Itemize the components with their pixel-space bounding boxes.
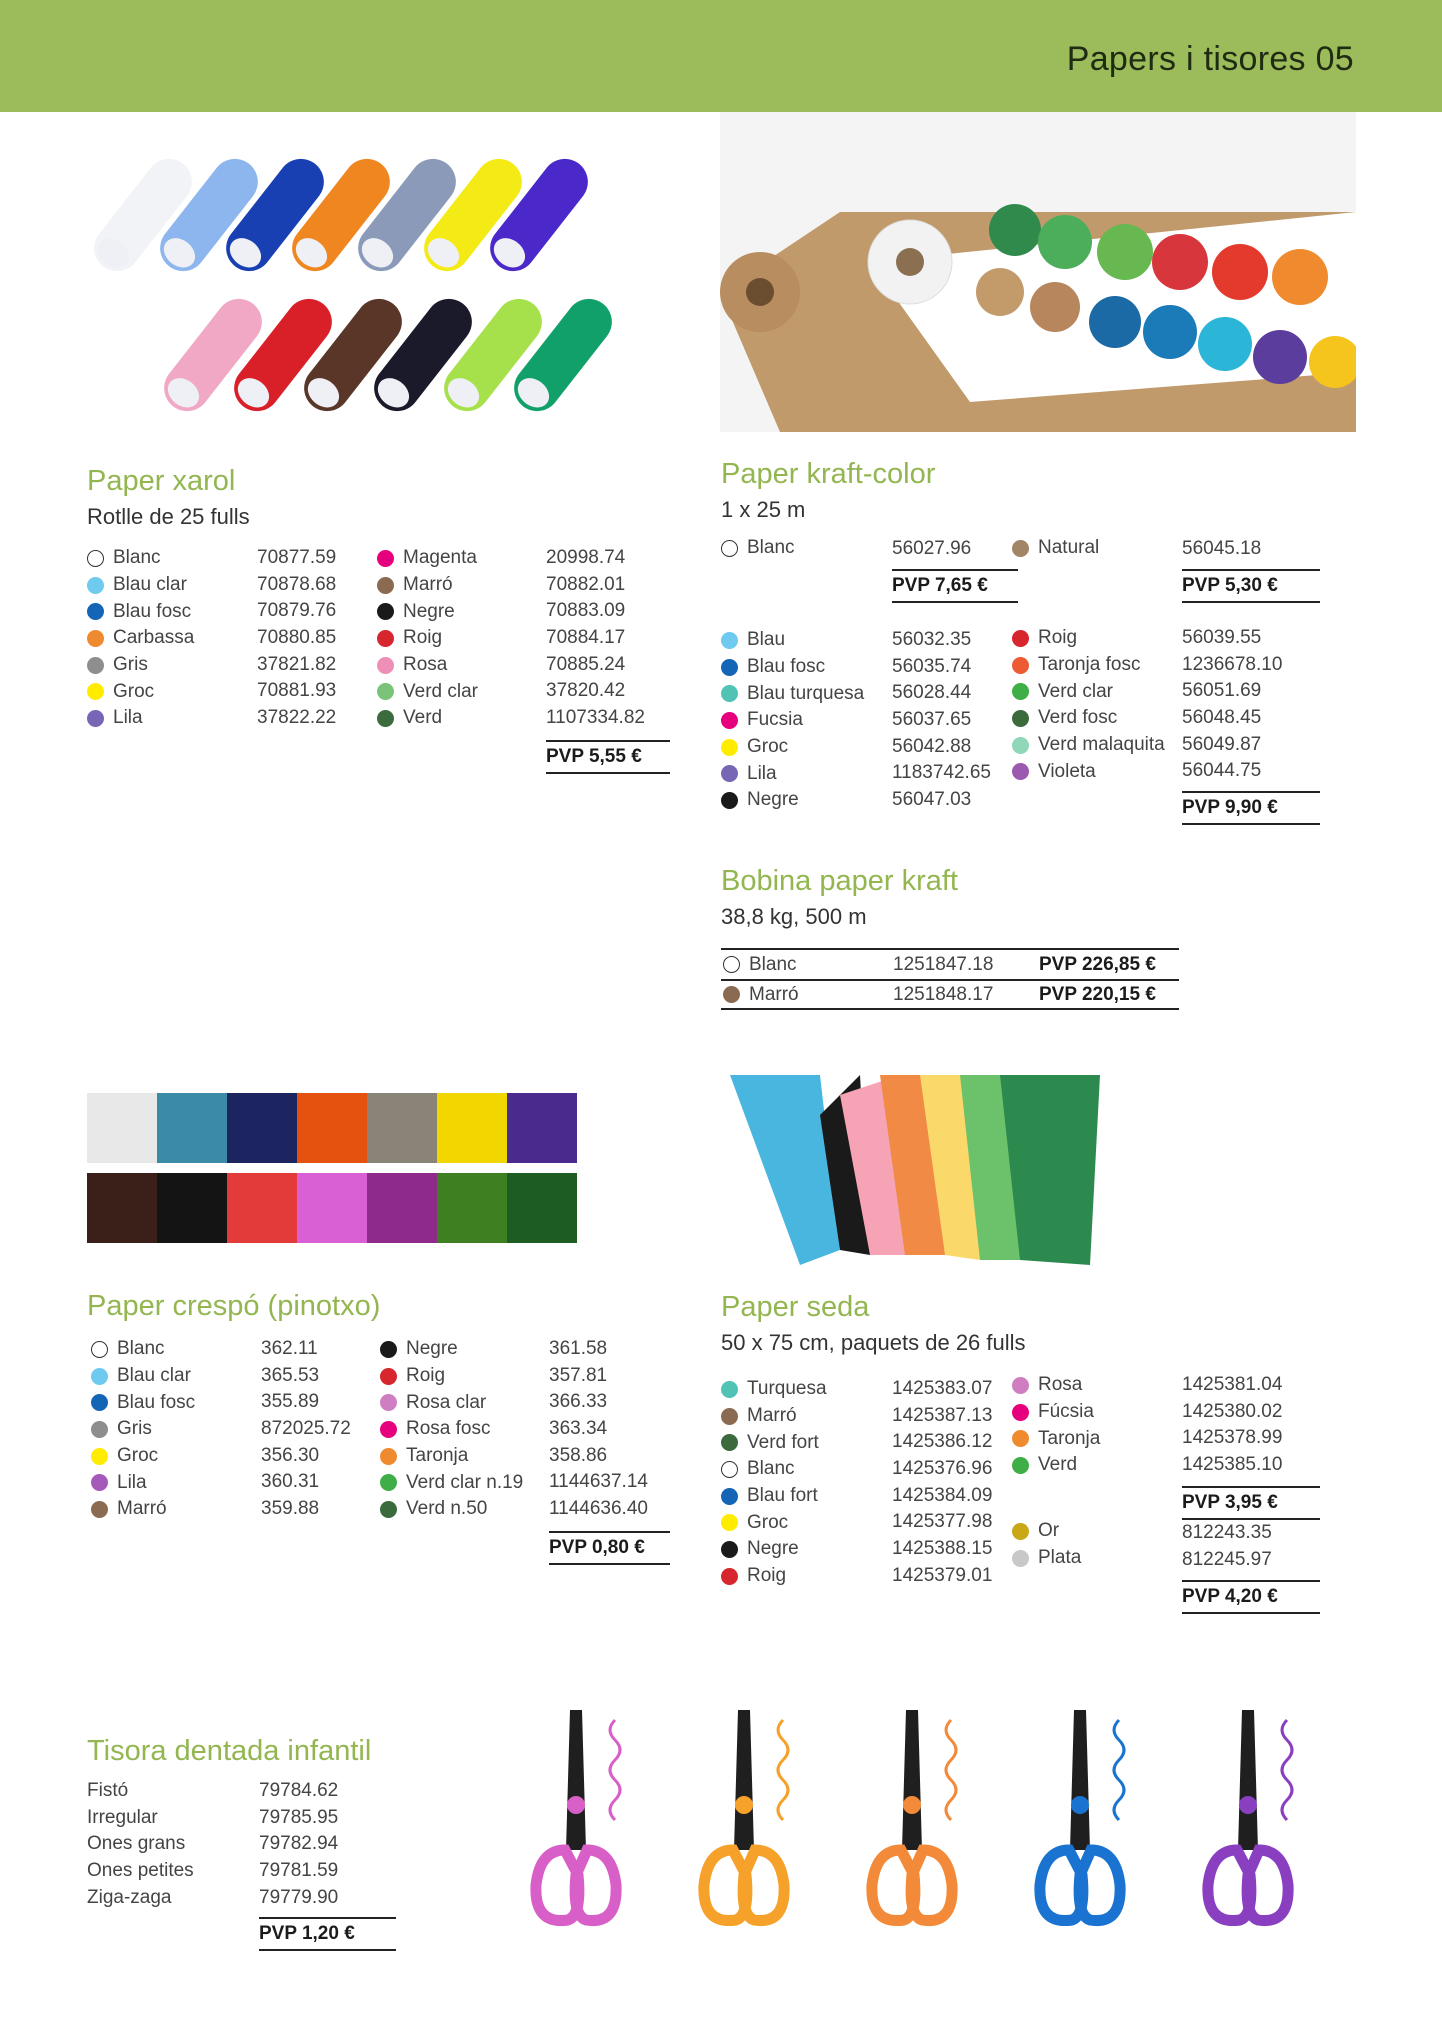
kraft-top-right — [1012, 535, 1099, 562]
kraft-codes-right — [1182, 625, 1282, 785]
seda-list-right — [1012, 1372, 1100, 1479]
product-code: 1425387.13 — [892, 1404, 993, 1426]
product-code: 56039.55 — [1182, 627, 1262, 648]
color-swatch — [1012, 1457, 1029, 1474]
crespo-list-right — [380, 1336, 523, 1523]
color-swatch — [377, 710, 394, 727]
page-header — [0, 0, 1442, 112]
list-item — [87, 705, 194, 732]
product-code: 70879.76 — [257, 600, 337, 622]
color-swatch — [721, 1541, 738, 1558]
product-code: 1425383.07 — [892, 1378, 993, 1399]
list-item — [721, 680, 864, 707]
list-item — [91, 1389, 195, 1416]
color-swatch — [721, 1408, 738, 1425]
list-item — [380, 1496, 523, 1523]
bobina-title: Bobina paper kraft — [721, 865, 958, 897]
xarol-codes-left — [257, 545, 336, 732]
color-swatch — [91, 1394, 108, 1411]
color-swatch — [721, 792, 738, 809]
kraft-list-left — [721, 627, 864, 814]
product-code: 1144636.40 — [549, 1498, 648, 1520]
product-code: 1183742.65 — [892, 762, 991, 784]
color-name: Fúcsia — [1038, 1401, 1094, 1423]
product-code: 70882.01 — [546, 573, 626, 595]
crespo-codes-left — [261, 1336, 351, 1523]
kraft-color-section — [721, 460, 935, 521]
color-swatch — [87, 710, 104, 727]
color-name: Turquesa — [747, 1378, 827, 1400]
color-swatch — [1012, 1377, 1029, 1394]
product-code: 1144637.14 — [549, 1471, 648, 1493]
product-code: 79781.59 — [259, 1860, 339, 1882]
crespo-list-left — [91, 1336, 195, 1523]
list-item — [721, 707, 864, 734]
color-swatch — [87, 577, 104, 594]
list-item — [721, 734, 864, 761]
color-name: Rosa fosc — [406, 1418, 491, 1440]
list-item — [1012, 1545, 1081, 1572]
product-code: 56032.35 — [892, 629, 972, 650]
product-code: 1425388.15 — [892, 1538, 993, 1560]
color-swatch — [721, 540, 738, 557]
kraft-top-left-price: PVP 7,65 € — [892, 569, 1018, 603]
list-item: Irregular — [87, 1806, 158, 1828]
color-name: Rosa clar — [406, 1391, 487, 1413]
seda-list-metal — [1012, 1518, 1081, 1571]
table-row: Marró 1251848.17 PVP 220,15 € — [721, 979, 1179, 1010]
product-code: 20998.74 — [546, 547, 626, 568]
list-item: Ziga-zaga — [87, 1886, 172, 1908]
product-code: 355.89 — [261, 1391, 320, 1413]
color-name: Lila — [747, 762, 777, 784]
product-code: 70880.85 — [257, 627, 337, 649]
product-code: 1236678.10 — [1182, 653, 1283, 675]
kraft-color-product-image — [720, 112, 1356, 432]
color-swatch — [1012, 1430, 1029, 1447]
product-code: 70881.93 — [257, 680, 337, 702]
list-item — [380, 1469, 523, 1496]
color-name: Negre — [403, 600, 455, 622]
crespo-section — [87, 1292, 380, 1321]
list-item: Natural — [1012, 535, 1099, 562]
xarol-list-left — [87, 545, 194, 732]
product-code: 1425381.04 — [1182, 1374, 1283, 1395]
color-name: Verd — [1038, 1454, 1078, 1476]
product-code: 358.86 — [549, 1444, 608, 1466]
product-code: 56047.03 — [892, 789, 972, 811]
list-item — [87, 625, 194, 652]
color-name: Taronja fosc — [1038, 654, 1141, 676]
product-code: 79784.62 — [259, 1780, 339, 1801]
list-item — [377, 652, 478, 679]
color-swatch — [377, 550, 394, 567]
xarol-product-image — [80, 150, 660, 440]
kraft-color-title: Paper kraft-color — [721, 458, 936, 490]
seda-codes-metal — [1182, 1520, 1272, 1573]
list-item — [91, 1336, 195, 1363]
list-item — [87, 572, 194, 599]
color-swatch — [721, 765, 738, 782]
list-item: Ones petites — [87, 1860, 194, 1882]
product-code: 70877.59 — [257, 547, 337, 568]
product-code: 362.11 — [261, 1338, 318, 1359]
list-item — [91, 1443, 195, 1470]
product-code: 79779.90 — [259, 1886, 339, 1908]
color-swatch — [1012, 1404, 1029, 1421]
list-item — [377, 678, 478, 705]
product-code: 70885.24 — [546, 653, 626, 675]
color-swatch — [87, 657, 104, 674]
color-name: Blau clar — [117, 1365, 191, 1387]
list-item — [721, 627, 864, 654]
product-code: 56028.44 — [892, 682, 972, 704]
color-name: Plata — [1038, 1547, 1082, 1569]
list-item — [91, 1469, 195, 1496]
color-swatch — [377, 683, 394, 700]
product-code: 1425386.12 — [892, 1431, 993, 1453]
product-code: 359.88 — [261, 1498, 320, 1520]
product-code: 37822.22 — [257, 707, 337, 729]
color-swatch — [380, 1421, 397, 1438]
color-swatch — [1012, 1523, 1029, 1540]
list-item — [721, 1483, 827, 1510]
product-code: 356.30 — [261, 1444, 320, 1466]
product-code: 812245.97 — [1182, 1548, 1272, 1570]
color-swatch — [91, 1474, 108, 1491]
color-name: Marró — [117, 1498, 167, 1520]
xarol-subtitle: Rotlle de 25 fulls — [87, 504, 250, 529]
list-item — [721, 1536, 827, 1563]
product-code: 79782.94 — [259, 1833, 339, 1855]
color-name: Violeta — [1038, 760, 1096, 782]
color-swatch — [723, 956, 740, 973]
list-item: Ones grans — [87, 1833, 186, 1855]
kraft-color-subtitle: 1 x 25 m — [721, 497, 806, 522]
color-name: Marró — [747, 1405, 797, 1427]
tisora-price: PVP 1,20 € — [259, 1917, 396, 1951]
kraft-top-right-code: 56045.18 — [1182, 538, 1262, 559]
kraft-color-price: PVP 9,90 € — [1182, 791, 1320, 825]
color-swatch — [91, 1501, 108, 1518]
color-swatch — [377, 657, 394, 674]
color-swatch — [1012, 1550, 1029, 1567]
color-name: Blanc — [117, 1338, 165, 1360]
product-code: 70883.09 — [546, 600, 626, 622]
color-swatch — [721, 632, 738, 649]
color-swatch — [1012, 630, 1029, 647]
color-name: Fucsia — [747, 709, 803, 731]
list-item — [380, 1416, 523, 1443]
seda-list-left — [721, 1376, 827, 1590]
color-swatch — [721, 1434, 738, 1451]
color-name: Magenta — [403, 547, 477, 569]
color-name: Blau fosc — [747, 656, 826, 678]
product-code: 1425380.02 — [1182, 1400, 1283, 1422]
product-code: 56037.65 — [892, 709, 972, 731]
product-code: 56042.88 — [892, 735, 972, 757]
color-swatch — [721, 659, 738, 676]
color-name: Verd n.50 — [406, 1498, 488, 1520]
seda-codes-right — [1182, 1372, 1282, 1479]
list-item — [1012, 1518, 1081, 1545]
color-swatch — [91, 1421, 108, 1438]
kraft-top-left-code: 56027.96 — [892, 538, 972, 559]
product-code: 1425379.01 — [892, 1564, 993, 1586]
list-item — [87, 545, 194, 572]
list-item — [1012, 652, 1165, 679]
color-name: Lila — [113, 707, 143, 729]
color-swatch — [91, 1448, 108, 1465]
color-swatch — [91, 1341, 108, 1358]
product-code: 37821.82 — [257, 653, 337, 675]
list-item — [380, 1443, 523, 1470]
product-code: 366.33 — [549, 1391, 608, 1413]
color-name: Gris — [117, 1418, 152, 1440]
color-name: Rosa — [403, 654, 448, 676]
color-name: Roig — [1038, 627, 1078, 649]
color-name: Or — [1038, 1520, 1060, 1542]
color-name: Roig — [747, 1565, 787, 1587]
color-swatch — [1012, 710, 1029, 727]
product-code: 812243.35 — [1182, 1522, 1272, 1543]
color-swatch — [380, 1394, 397, 1411]
color-name: Gris — [113, 654, 148, 676]
list-item — [377, 545, 478, 572]
list-item — [380, 1363, 523, 1390]
list-item — [721, 1429, 827, 1456]
color-swatch — [1012, 657, 1029, 674]
seda-codes-left — [892, 1376, 992, 1590]
color-swatch — [380, 1501, 397, 1518]
product-code: 1425385.10 — [1182, 1454, 1283, 1476]
list-item — [87, 678, 194, 705]
list-item — [377, 598, 478, 625]
color-name: Verd clar — [1038, 680, 1113, 702]
color-swatch — [380, 1448, 397, 1465]
list-item — [1012, 758, 1165, 785]
list-item — [91, 1496, 195, 1523]
color-name: Taronja — [406, 1445, 469, 1467]
color-name: Groc — [113, 680, 155, 702]
product-code: 365.53 — [261, 1364, 320, 1386]
tisora-codes — [259, 1778, 338, 1911]
list-item — [1012, 1452, 1100, 1479]
color-name: Marró — [403, 574, 453, 596]
list-item — [721, 1376, 827, 1403]
list-item — [91, 1363, 195, 1390]
color-swatch — [721, 739, 738, 756]
scissor-icon — [856, 1700, 976, 1940]
list-item — [87, 598, 194, 625]
list-item — [721, 760, 864, 787]
product-code: 70884.17 — [546, 627, 626, 649]
list-item — [1012, 1425, 1100, 1452]
xarol-section — [87, 467, 250, 528]
color-name: Lila — [117, 1471, 147, 1493]
seda-title: Paper seda — [721, 1291, 870, 1323]
color-swatch — [91, 1368, 108, 1385]
product-code: 1425378.99 — [1182, 1427, 1283, 1449]
product-code: 357.81 — [549, 1364, 608, 1386]
product-code: 56049.87 — [1182, 733, 1262, 755]
color-swatch — [380, 1341, 397, 1358]
product-code: 1425376.96 — [892, 1458, 993, 1480]
product-code: 56048.45 — [1182, 707, 1262, 729]
scissor-icon — [1024, 1700, 1144, 1940]
color-name: Verd clar n.19 — [406, 1471, 524, 1493]
bobina-subtitle: 38,8 kg, 500 m — [721, 904, 867, 929]
seda-price-2: PVP 4,20 € — [1182, 1580, 1320, 1614]
product-code: 1107334.82 — [546, 707, 645, 729]
list-item — [721, 1509, 827, 1536]
color-name: Carbassa — [113, 627, 195, 649]
color-name: Blau fosc — [113, 600, 192, 622]
color-name: Blau fort — [747, 1485, 818, 1507]
crespo-codes-right — [549, 1336, 648, 1523]
product-code: 360.31 — [261, 1471, 320, 1493]
scissor-icon — [520, 1700, 640, 1940]
kraft-list-right — [1012, 625, 1165, 785]
product-code: 70878.68 — [257, 573, 337, 595]
xarol-list-right — [377, 545, 478, 732]
color-swatch — [87, 683, 104, 700]
color-swatch — [87, 630, 104, 647]
seda-price-1: PVP 3,95 € — [1182, 1486, 1320, 1520]
list-item: Blanc — [721, 535, 795, 562]
kraft-top-left — [721, 535, 795, 562]
product-code: 56051.69 — [1182, 680, 1262, 702]
list-item — [721, 1403, 827, 1430]
tisora-title: Tisora dentada infantil — [87, 1735, 372, 1767]
color-name: Negre — [747, 789, 799, 811]
product-code: 1425384.09 — [892, 1484, 993, 1506]
xarol-codes-right — [546, 545, 645, 732]
color-swatch — [377, 630, 394, 647]
list-item — [377, 705, 478, 732]
color-swatch — [87, 603, 104, 620]
product-code: 56035.74 — [892, 655, 972, 677]
color-name: Verd clar — [403, 680, 478, 702]
color-swatch — [721, 1488, 738, 1505]
list-item — [87, 652, 194, 679]
color-swatch — [721, 1381, 738, 1398]
list-item — [721, 654, 864, 681]
list-item: Fistó — [87, 1780, 129, 1801]
color-name: Blau clar — [113, 574, 187, 596]
scissor-icon — [1192, 1700, 1312, 1940]
color-swatch — [721, 685, 738, 702]
list-item — [1012, 1399, 1100, 1426]
color-name: Blau — [747, 629, 786, 651]
product-code: 872025.72 — [261, 1418, 351, 1440]
list-item — [721, 1456, 827, 1483]
product-code: 56044.75 — [1182, 760, 1262, 782]
kraft-codes-left — [892, 627, 991, 814]
tisora-section — [87, 1737, 371, 1766]
color-swatch — [1012, 737, 1029, 754]
color-swatch — [721, 1514, 738, 1531]
kraft-top-right-price: PVP 5,30 € — [1182, 569, 1320, 603]
page-title: Papers i tisores 05 — [1066, 40, 1354, 78]
color-swatch — [377, 603, 394, 620]
seda-subtitle: 50 x 75 cm, paquets de 26 fulls — [721, 1330, 1026, 1355]
color-swatch — [723, 986, 740, 1003]
color-swatch — [380, 1474, 397, 1491]
color-swatch — [721, 1568, 738, 1585]
color-name: Groc — [747, 1511, 789, 1533]
color-name: Blau turquesa — [747, 682, 865, 704]
color-name: Verd fosc — [1038, 707, 1118, 729]
list-item — [377, 572, 478, 599]
table-row: Blanc 1251847.18 PVP 226,85 € — [721, 948, 1179, 979]
product-code: 1425377.98 — [892, 1511, 993, 1533]
color-name: Taronja — [1038, 1427, 1101, 1449]
list-item — [380, 1389, 523, 1416]
tisora-product-image — [520, 1700, 1330, 1940]
xarol-price: PVP 5,55 € — [546, 740, 670, 774]
color-swatch — [1012, 540, 1029, 557]
crespo-price: PVP 0,80 € — [549, 1531, 670, 1565]
color-name: Blanc — [747, 1458, 795, 1480]
list-item — [1012, 705, 1165, 732]
product-code: 79785.95 — [259, 1806, 339, 1828]
color-swatch — [377, 577, 394, 594]
color-swatch — [87, 550, 104, 567]
color-name: Negre — [747, 1538, 799, 1560]
color-name: Verd fort — [747, 1431, 819, 1453]
color-name: Roig — [406, 1365, 446, 1387]
color-name: Blanc — [113, 547, 161, 569]
color-swatch — [721, 1461, 738, 1478]
list-item — [1012, 625, 1165, 652]
color-name: Negre — [406, 1338, 458, 1360]
crespo-title: Paper crespó (pinotxo) — [87, 1290, 381, 1322]
color-swatch — [380, 1368, 397, 1385]
tisora-list — [87, 1778, 194, 1911]
seda-product-image — [730, 1075, 1100, 1265]
color-name: Roig — [403, 627, 443, 649]
list-item — [1012, 732, 1165, 759]
list-item — [721, 1563, 827, 1590]
color-name: Blau fosc — [117, 1391, 196, 1413]
color-swatch — [1012, 763, 1029, 780]
xarol-title: Paper xarol — [87, 465, 236, 497]
crespo-product-image — [87, 1093, 577, 1243]
seda-section — [721, 1293, 1026, 1354]
product-code: 361.58 — [549, 1338, 608, 1359]
list-item — [380, 1336, 523, 1363]
list-item — [721, 787, 864, 814]
product-code: 363.34 — [549, 1418, 608, 1440]
color-swatch — [721, 712, 738, 729]
bobina-section — [721, 867, 958, 928]
list-item — [1012, 678, 1165, 705]
color-name: Verd malaquita — [1038, 734, 1165, 756]
list-item — [91, 1416, 195, 1443]
list-item — [377, 625, 478, 652]
color-name: Groc — [117, 1445, 159, 1467]
list-item — [1012, 1372, 1100, 1399]
product-code: 37820.42 — [546, 680, 626, 702]
scissor-icon — [688, 1700, 808, 1940]
color-swatch — [1012, 683, 1029, 700]
color-name: Groc — [747, 736, 789, 758]
color-name: Verd — [403, 707, 443, 729]
color-name: Rosa — [1038, 1374, 1083, 1396]
